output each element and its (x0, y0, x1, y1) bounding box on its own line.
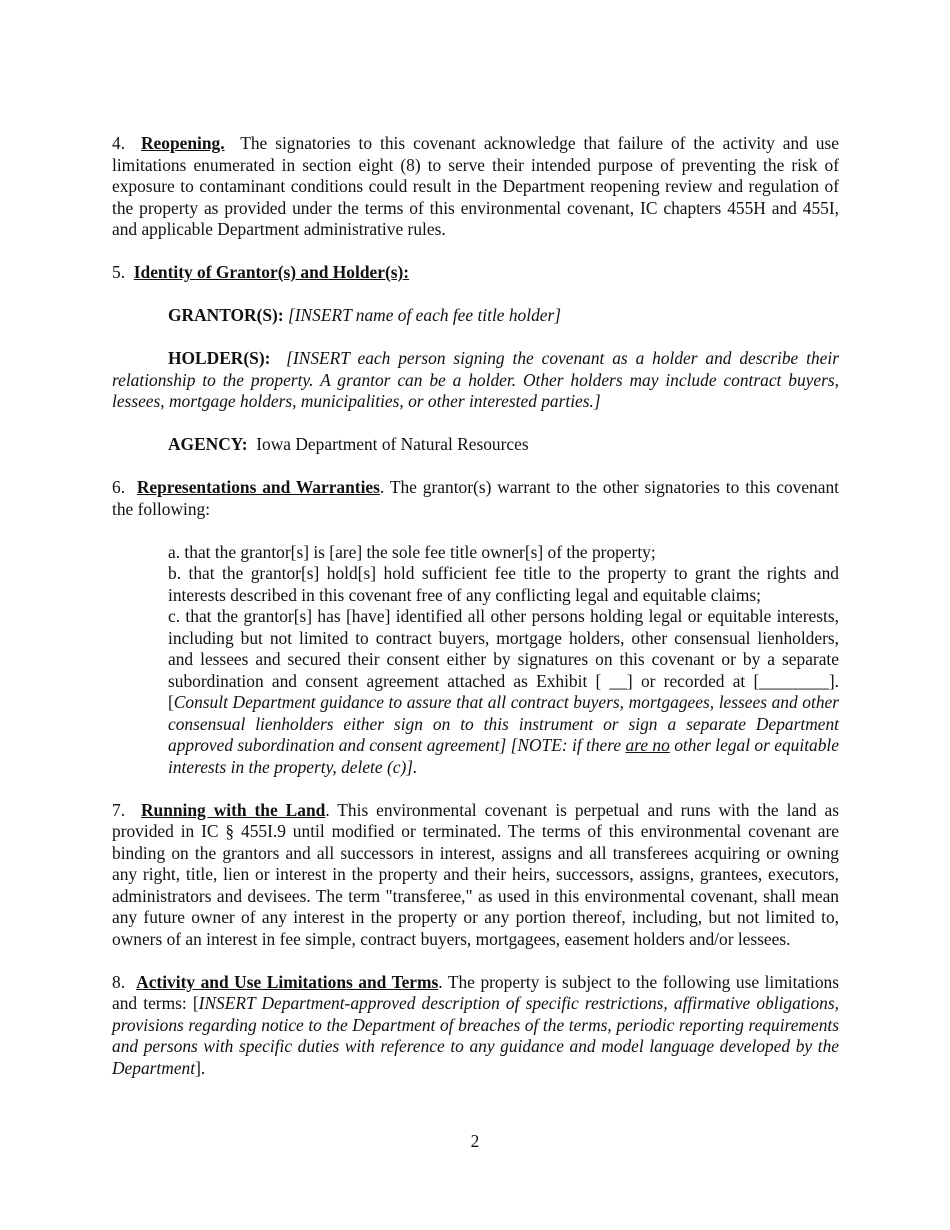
section-placeholder: INSERT Department-approved description of specific restrictions, affirmative obligations, provisions regarding notice to the Department of breaches of the terms, periodic reporting requirements and persons with specific duties with reference to any guidance and model language developed by the Department (112, 993, 839, 1078)
page-number: 2 (470, 1131, 480, 1151)
section-end: ]. (195, 1057, 206, 1078)
section-8 (112, 972, 839, 1080)
agency-line (112, 434, 839, 456)
list-item: a. that the grantor[s] is [are] the sole fee title owner[s] of the property; (168, 541, 656, 562)
holder-line (112, 348, 839, 413)
item-c-guidance: Consult Department guidance to assure that all contract buyers, mortgagees, lessees and other consensual lienholders either sign on to this instrument or sign a separate Department approved subordination and consent agreement] [NOTE: if there (168, 692, 839, 755)
section-text: . The property is subject to the following use limitations and terms: [ (112, 971, 839, 1013)
grantor-label: GRANTOR(S): (168, 305, 284, 325)
list-item: b. that the grantor[s] hold[s] hold sufficient fee title to the property to grant the rights and interests described in this covenant free of any conflicting legal and equitable claims; (168, 563, 839, 605)
item-c-text: c. that the grantor[s] has [have] identified all other persons holding legal or equitable interests, including but not limited to contract buyers, mortgage holders, other consensual lienholders, and lessees and secured their consent either by signatures on this covenant or by a separate subordination and consent agreement attached as Exhibit [ __] or recorded at [________]. [ (168, 606, 839, 712)
section-text: The signatories to this covenant acknowledge that failure of the activity and use limitations enumerated in section eight (8) to serve their intended purpose of preventing the risk of exposure to contaminant conditions could result in the Department reopening review and regulation of the property as provided under the terms of this environmental covenant, IC chapters 455H and 455I, and applicable Department administrative rules. (112, 133, 839, 239)
holder-label: HOLDER(S): (168, 348, 271, 368)
section-heading-identity: Identity of Grantor(s) and Holder(s): (133, 262, 410, 282)
grantor-line (112, 305, 839, 327)
section-heading-activity: Activity and Use Limitations and Terms (136, 971, 439, 992)
holder-placeholder: [INSERT each person signing the covenant as a holder and describe their relationship to the property. A grantor can be a holder. Other holders may include contract buyers, lessees, mortgage holders, municipalities, or other interested parties.] (112, 348, 839, 411)
section-number: 7. (112, 799, 126, 820)
section-number: 4. (112, 133, 126, 153)
section-number: 8. (112, 971, 126, 992)
agency-text: Iowa Department of Natural Resources (256, 434, 529, 454)
item-c-end: other legal or equitable interests in the property, delete (c)]. (168, 735, 839, 777)
section-heading-representations: Representations and Warranties (136, 477, 380, 497)
list-item (168, 606, 839, 778)
section-6 (112, 477, 839, 520)
section-text: . This environmental covenant is perpetual and runs with the land as provided in IC § 455I.9 until modified or terminated. The terms of this environmental covenant are binding on the grantors and all successors in interest, assigns and all transferees acquiring or owning any right, title, lien or interest in the property and their heirs, successors, assigns, grantees, executors, administrators and devisees. The term "transferee," as used in this environmental covenant, shall mean any future owner of any interest in the property or any portion thereof, including, but not limited to, owners of an interest in fee simple, contract buyers, mortgagees, easement holders and/or lessees. (112, 799, 839, 949)
section-5 (112, 262, 839, 284)
section-4 (112, 133, 839, 241)
agency-label: AGENCY: (168, 434, 248, 454)
item-c-underlined: are no (625, 735, 670, 755)
warranty-list (112, 542, 839, 779)
section-number: 6. (112, 477, 126, 497)
section-text: . The grantor(s) warrant to the other signatories to this covenant the following: (112, 477, 839, 519)
section-heading-reopening: Reopening. (140, 133, 225, 153)
section-number: 5. (112, 262, 126, 282)
document-body (112, 133, 839, 1079)
section-heading-running: Running with the Land (140, 799, 326, 820)
section-7 (112, 800, 839, 951)
grantor-placeholder: [INSERT name of each fee title holder] (287, 305, 562, 325)
